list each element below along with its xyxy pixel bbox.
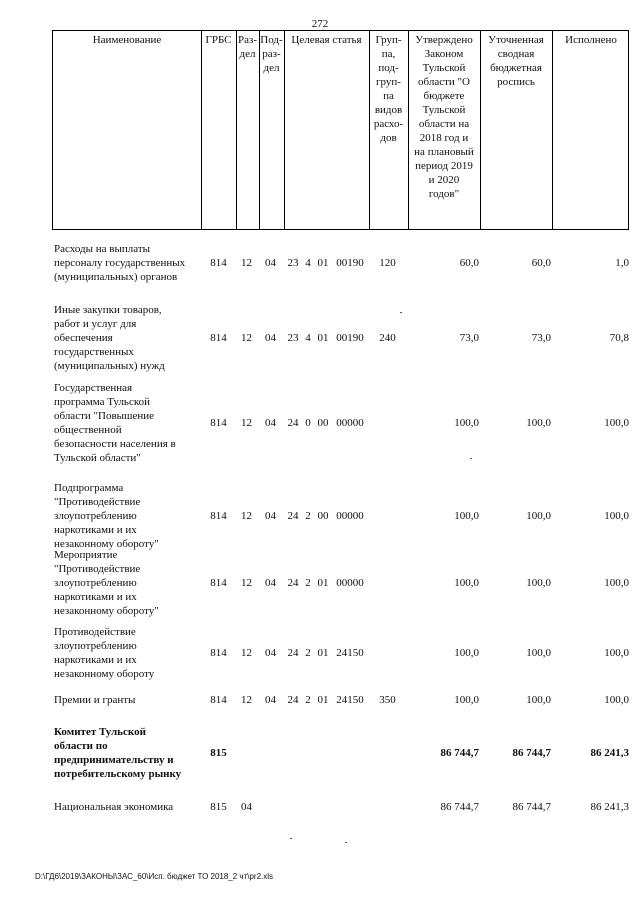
cell-t1: 23 bbox=[287, 257, 299, 269]
cell-executed: 100,0 bbox=[604, 577, 629, 589]
cell-executed: 1,0 bbox=[615, 257, 629, 269]
cell-refined: 100,0 bbox=[526, 577, 551, 589]
cell-razdel: 12 bbox=[241, 417, 252, 429]
cell-t3: 01 bbox=[317, 257, 329, 269]
cell-t4: 00000 bbox=[336, 577, 364, 589]
cell-podrazdel: 04 bbox=[265, 577, 276, 589]
cell-t3: 01 bbox=[317, 332, 329, 344]
cell-approved: 100,0 bbox=[454, 577, 479, 589]
cell-podrazdel: 04 bbox=[265, 417, 276, 429]
cell-refined: 100,0 bbox=[526, 417, 551, 429]
cell-grbs: 814 bbox=[210, 257, 227, 269]
cell-podrazdel: 04 bbox=[265, 694, 276, 706]
cell-t2: 2 bbox=[305, 510, 311, 522]
header-refined: Уточненная сводная бюджетная роспись bbox=[488, 34, 544, 88]
cell-grbs: 814 bbox=[210, 417, 227, 429]
cell-t2: 4 bbox=[305, 332, 311, 344]
table-row bbox=[52, 303, 629, 373]
table-row bbox=[52, 381, 629, 465]
cell-refined: 100,0 bbox=[526, 510, 551, 522]
cell-grbs: 814 bbox=[210, 577, 227, 589]
table-row bbox=[52, 548, 629, 618]
cell-razdel: 12 bbox=[241, 577, 252, 589]
scan-dot bbox=[470, 458, 472, 459]
cell-refined: 73,0 bbox=[531, 332, 551, 344]
cell-group: 240 bbox=[379, 332, 396, 344]
cell-grbs: 814 bbox=[210, 647, 227, 659]
cell-executed: 100,0 bbox=[604, 694, 629, 706]
cell-executed: 86 241,3 bbox=[590, 747, 629, 759]
cell-t3: 01 bbox=[317, 647, 329, 659]
cell-executed: 100,0 bbox=[604, 647, 629, 659]
cell-razdel: 12 bbox=[241, 332, 252, 344]
cell-t4: 00000 bbox=[336, 510, 364, 522]
header-razdel: Раз- дел bbox=[237, 34, 257, 60]
table-row bbox=[52, 800, 629, 814]
cell-executed: 86 241,3 bbox=[590, 801, 629, 813]
cell-t2: 2 bbox=[305, 694, 311, 706]
cell-refined: 100,0 bbox=[526, 694, 551, 706]
cell-t4: 00190 bbox=[336, 257, 364, 269]
cell-refined: 60,0 bbox=[531, 257, 551, 269]
cell-approved: 100,0 bbox=[454, 694, 479, 706]
cell-t3: 00 bbox=[317, 417, 329, 429]
cell-name: Иные закупки товаров, работ и услуг для обеспечения государственных (муниципальных) нужд bbox=[54, 304, 165, 372]
table-row bbox=[52, 725, 629, 781]
scan-dot bbox=[345, 842, 347, 843]
cell-razdel: 12 bbox=[241, 257, 252, 269]
header-target: Целевая статья bbox=[291, 34, 362, 46]
cell-podrazdel: 04 bbox=[265, 510, 276, 522]
cell-approved: 73,0 bbox=[459, 332, 479, 344]
column-divider bbox=[552, 31, 553, 229]
cell-name: Комитет Тульской области по предпринимательству и потребительскому рынку bbox=[54, 726, 182, 780]
page-number: 272 bbox=[311, 18, 329, 30]
cell-t3: 01 bbox=[317, 694, 329, 706]
cell-executed: 70,8 bbox=[609, 332, 629, 344]
cell-approved: 86 744,7 bbox=[440, 801, 479, 813]
cell-razdel: 12 bbox=[241, 647, 252, 659]
column-divider bbox=[284, 31, 285, 229]
cell-group: 350 bbox=[379, 694, 396, 706]
header-approved: Утверждено Законом Тульской области "О бюджете Тульской области на 2018 год и на плановый период 2019 и 2020 годов" bbox=[414, 34, 474, 200]
column-divider bbox=[201, 31, 202, 229]
cell-t2: 2 bbox=[305, 647, 311, 659]
cell-t2: 0 bbox=[305, 417, 311, 429]
cell-grbs: 815 bbox=[210, 747, 227, 759]
cell-t1: 24 bbox=[287, 647, 299, 659]
cell-razdel: 12 bbox=[241, 694, 252, 706]
cell-approved: 100,0 bbox=[454, 510, 479, 522]
cell-t2: 4 bbox=[305, 257, 311, 269]
cell-t1: 24 bbox=[287, 694, 299, 706]
cell-name: Национальная экономика bbox=[54, 801, 174, 813]
cell-t1: 24 bbox=[287, 577, 299, 589]
cell-approved: 86 744,7 bbox=[440, 747, 479, 759]
scan-dot bbox=[290, 838, 292, 839]
file-path-footer: D:\ГД6\2019\ЗАКОНЫ\ЗАС_60\Исп. бюджет ТО 2018_2 чт\pr2.xls bbox=[35, 872, 274, 881]
table-row bbox=[52, 693, 629, 707]
header-name: Наименование bbox=[92, 34, 162, 46]
cell-t1: 24 bbox=[287, 417, 299, 429]
cell-t3: 00 bbox=[317, 510, 329, 522]
cell-name: Расходы на выплаты персоналу государственных (муниципальных) органов bbox=[54, 243, 186, 283]
table-row bbox=[52, 242, 629, 284]
cell-razdel: 12 bbox=[241, 510, 252, 522]
cell-t1: 24 bbox=[287, 510, 299, 522]
table-row bbox=[52, 481, 629, 551]
cell-t4: 00000 bbox=[336, 417, 364, 429]
cell-razdel: 04 bbox=[241, 801, 252, 813]
cell-grbs: 815 bbox=[210, 801, 227, 813]
cell-name: Противодействие злоупотреблению наркотиками и их незаконному обороту bbox=[54, 626, 155, 680]
cell-podrazdel: 04 bbox=[265, 332, 276, 344]
header-group: Груп- па, под- груп- па видов расхо- дов bbox=[373, 34, 404, 144]
cell-t3: 01 bbox=[317, 577, 329, 589]
cell-refined: 86 744,7 bbox=[512, 747, 551, 759]
table-row bbox=[52, 625, 629, 681]
cell-name: Подпрограмма "Противодействие злоупотреблению наркотиками и их незаконному обороту" bbox=[54, 482, 159, 550]
cell-podrazdel: 04 bbox=[265, 647, 276, 659]
cell-approved: 60,0 bbox=[459, 257, 479, 269]
cell-executed: 100,0 bbox=[604, 510, 629, 522]
header-podrazdel: Под- раз- дел bbox=[260, 34, 283, 74]
cell-approved: 100,0 bbox=[454, 647, 479, 659]
scan-dot bbox=[400, 312, 402, 313]
header-executed: Исполнено bbox=[565, 34, 617, 46]
cell-t4: 00190 bbox=[336, 332, 364, 344]
cell-grbs: 814 bbox=[210, 694, 227, 706]
cell-executed: 100,0 bbox=[604, 417, 629, 429]
cell-t4: 24150 bbox=[336, 647, 364, 659]
cell-group: 120 bbox=[379, 257, 396, 269]
cell-refined: 86 744,7 bbox=[512, 801, 551, 813]
cell-t2: 2 bbox=[305, 577, 311, 589]
cell-name: Мероприятие "Противодействие злоупотреблению наркотиками и их незаконному обороту" bbox=[54, 549, 159, 617]
table-header bbox=[52, 30, 629, 230]
cell-t4: 24150 bbox=[336, 694, 364, 706]
cell-approved: 100,0 bbox=[454, 417, 479, 429]
cell-grbs: 814 bbox=[210, 510, 227, 522]
cell-t1: 23 bbox=[287, 332, 299, 344]
cell-name: Государственная программа Тульской области "Повышение общественной безопасности населения в Тульской области" bbox=[54, 382, 176, 464]
cell-podrazdel: 04 bbox=[265, 257, 276, 269]
cell-refined: 100,0 bbox=[526, 647, 551, 659]
cell-name: Премии и гранты bbox=[54, 694, 136, 706]
cell-grbs: 814 bbox=[210, 332, 227, 344]
header-grbs: ГРБС bbox=[205, 34, 232, 46]
